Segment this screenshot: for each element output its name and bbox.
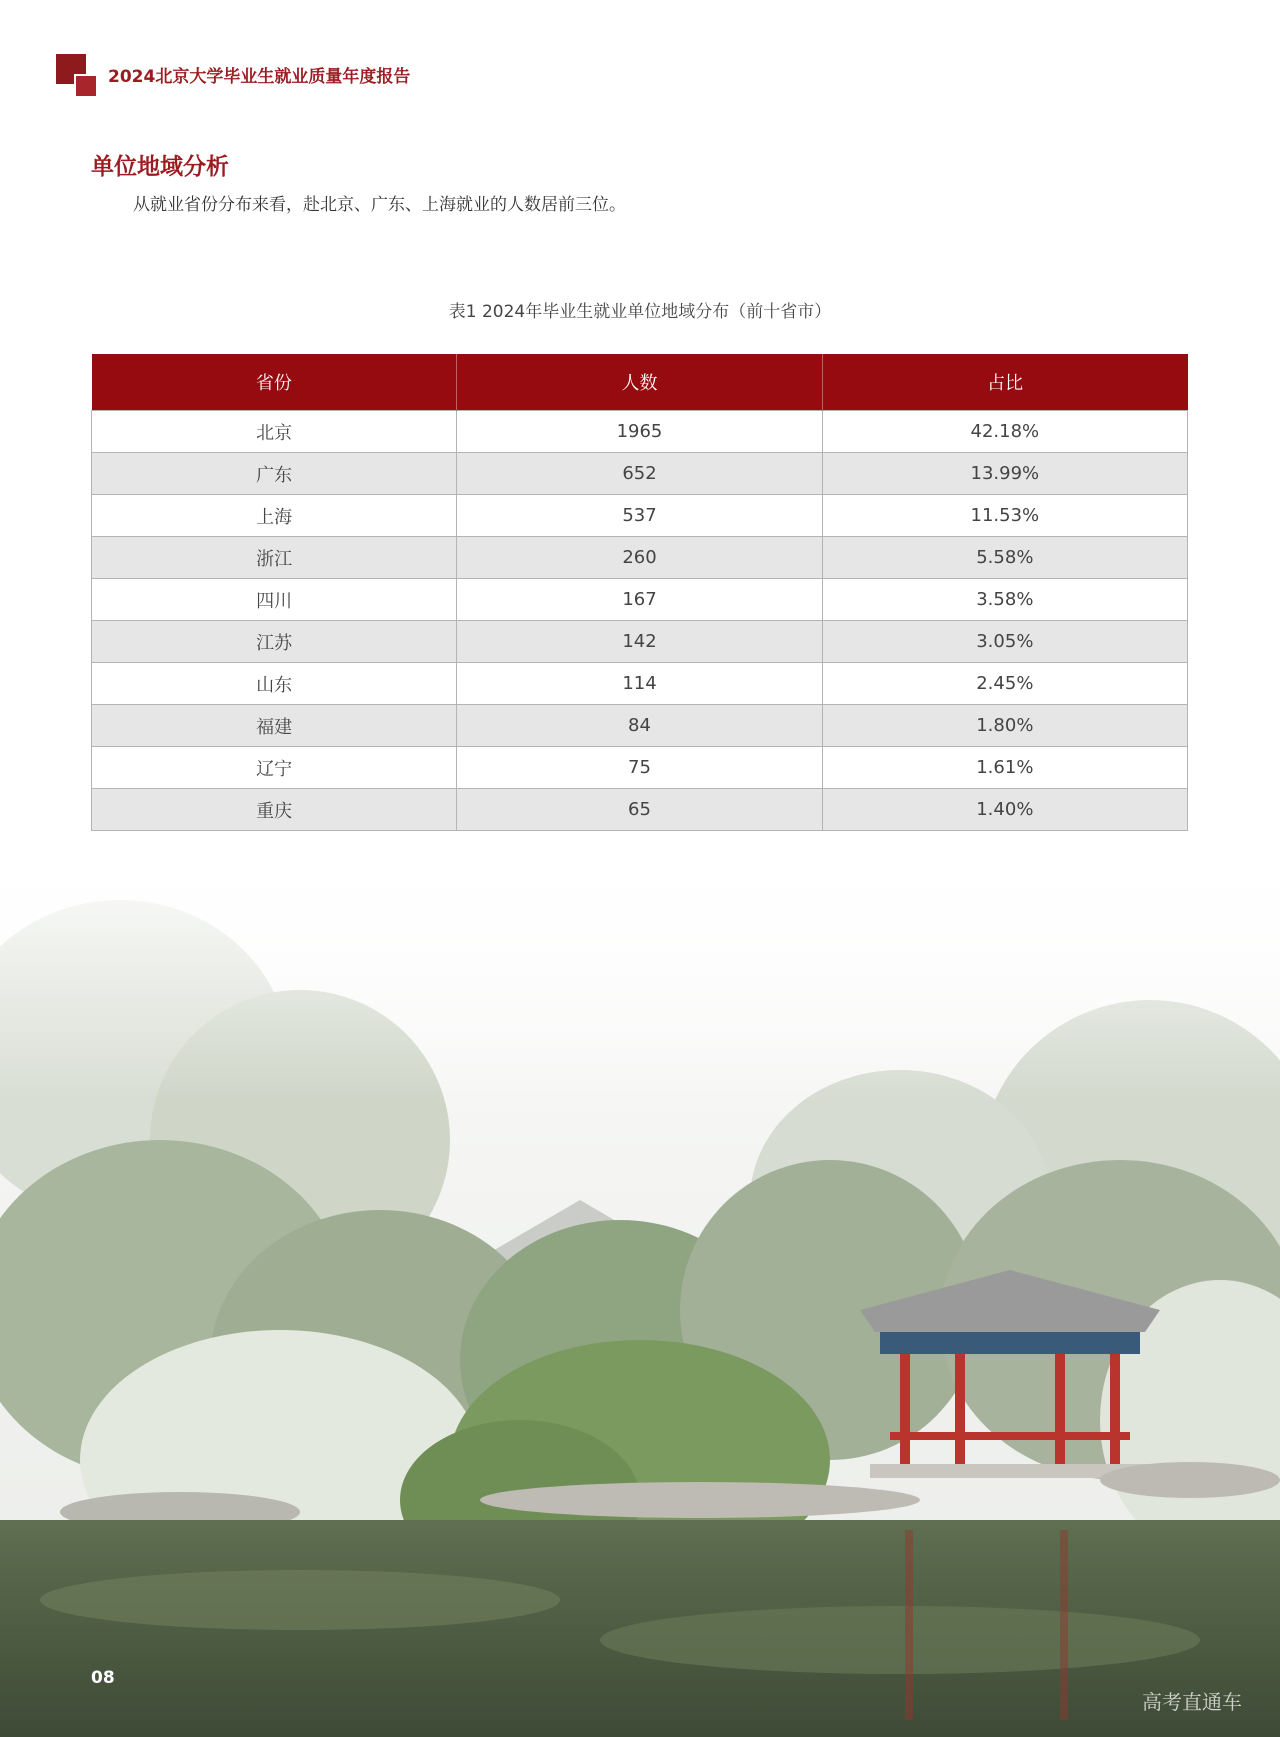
table-row (92, 411, 1188, 453)
count-cell: 652 (457, 453, 822, 495)
table-row (92, 621, 1188, 663)
column-header-province: 省份 (92, 354, 457, 411)
report-header (56, 54, 656, 98)
province-cell: 江苏 (92, 621, 457, 663)
province-cell: 辽宁 (92, 747, 457, 789)
report-logo-icon (56, 54, 96, 94)
table-row (92, 579, 1188, 621)
section-intro: 从就业省份分布来看，赴北京、广东、上海就业的人数居前三位。 (133, 195, 626, 215)
table-row (92, 705, 1188, 747)
province-cell: 四川 (92, 579, 457, 621)
share-cell: 11.53% (822, 495, 1187, 537)
share-cell: 2.45% (822, 663, 1187, 705)
table-row (92, 537, 1188, 579)
province-cell: 广东 (92, 453, 457, 495)
table-row (92, 495, 1188, 537)
share-cell: 1.80% (822, 705, 1187, 747)
watermark: 高考直通车 (1142, 1690, 1242, 1714)
column-header-share: 占比 (822, 354, 1187, 411)
province-cell: 山东 (92, 663, 457, 705)
share-cell: 1.61% (822, 747, 1187, 789)
province-cell: 北京 (92, 411, 457, 453)
table-caption: 表1 2024年毕业生就业单位地域分布（前十省市） (448, 302, 832, 322)
count-cell: 1965 (457, 411, 822, 453)
count-cell: 537 (457, 495, 822, 537)
table-header-row (92, 354, 1188, 411)
count-cell: 142 (457, 621, 822, 663)
province-cell: 重庆 (92, 789, 457, 831)
table-row (92, 663, 1188, 705)
table-row (92, 747, 1188, 789)
table-row (92, 789, 1188, 831)
page-number: 08 (91, 1668, 115, 1688)
count-cell: 167 (457, 579, 822, 621)
share-cell: 3.05% (822, 621, 1187, 663)
region-distribution-table (91, 354, 1188, 831)
province-cell: 浙江 (92, 537, 457, 579)
province-cell: 福建 (92, 705, 457, 747)
campus-scenery-image (0, 840, 1280, 1737)
share-cell: 1.40% (822, 789, 1187, 831)
count-cell: 114 (457, 663, 822, 705)
report-title: 2024北京大学毕业生就业质量年度报告 (108, 67, 411, 87)
column-header-count: 人数 (457, 354, 822, 411)
count-cell: 75 (457, 747, 822, 789)
count-cell: 260 (457, 537, 822, 579)
share-cell: 5.58% (822, 537, 1187, 579)
province-cell: 上海 (92, 495, 457, 537)
count-cell: 65 (457, 789, 822, 831)
section-title: 单位地域分析 (91, 154, 229, 180)
share-cell: 42.18% (822, 411, 1187, 453)
count-cell: 84 (457, 705, 822, 747)
share-cell: 13.99% (822, 453, 1187, 495)
table-row (92, 453, 1188, 495)
share-cell: 3.58% (822, 579, 1187, 621)
